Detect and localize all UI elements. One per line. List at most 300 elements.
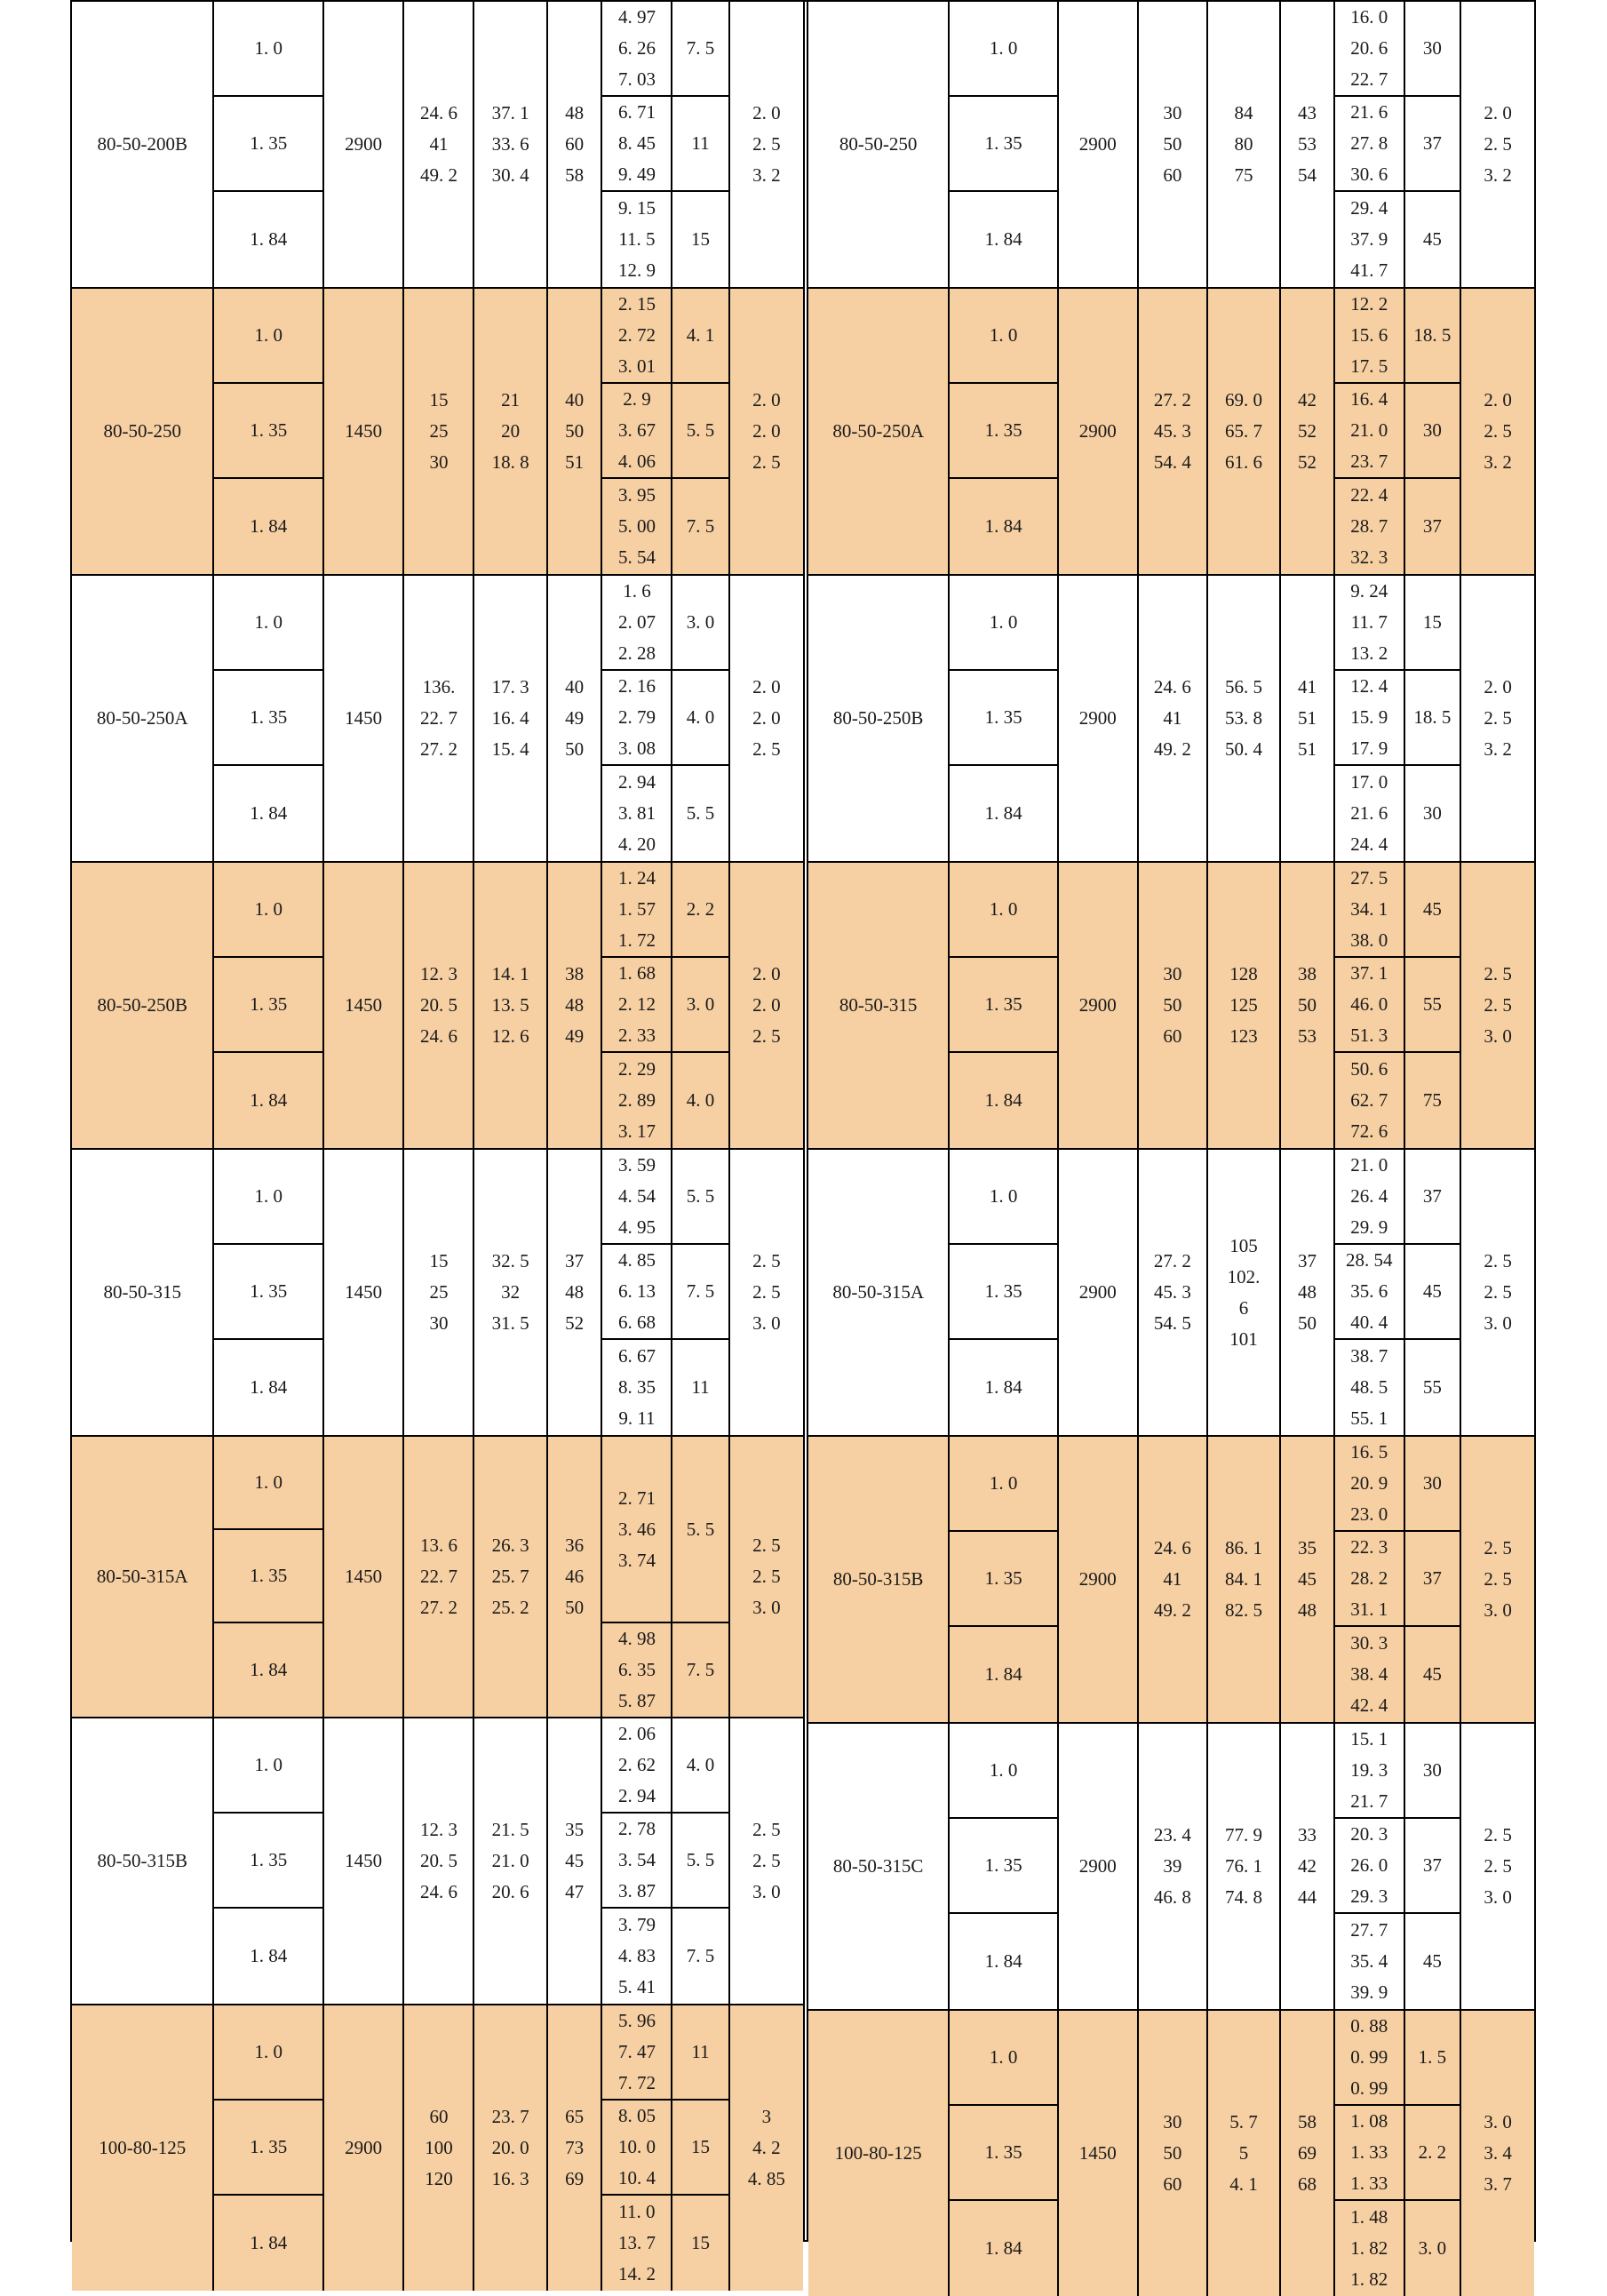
flow-cell xyxy=(1139,1437,1208,1722)
efficiency-value: 35 xyxy=(565,1819,585,1840)
motor-power-value: 1. 5 xyxy=(1418,2046,1447,2068)
shaft-power-cell xyxy=(1335,2,1404,97)
speed-value: 1450 xyxy=(1078,2142,1117,2164)
npsh-value: 3. 7 xyxy=(1484,2173,1512,2195)
flow-value: 13. 6 xyxy=(419,1535,457,1556)
npsh-value: 2. 5 xyxy=(752,133,781,155)
motor-power-cell xyxy=(672,384,729,479)
motor-power-cell xyxy=(1405,1819,1462,1914)
motor-power-value: 5. 5 xyxy=(686,419,715,441)
speed-value: 2900 xyxy=(1078,1568,1117,1590)
motor-power-value: 4. 0 xyxy=(686,1754,715,1775)
shaft-power-value: 19. 3 xyxy=(1350,1759,1388,1781)
npsh-value: 2. 5 xyxy=(752,1819,781,1840)
pump-row-block xyxy=(72,1718,803,2005)
model-number: 80-50-315 xyxy=(103,1281,181,1303)
head-value: 33. 6 xyxy=(491,133,529,155)
shaft-power-cell xyxy=(1335,289,1404,384)
ratio-cell xyxy=(214,1437,323,1530)
shaft-power-value: 8. 35 xyxy=(617,1376,656,1398)
flow-value: 49. 2 xyxy=(1153,1599,1191,1621)
motor-power-cell xyxy=(1405,1437,1462,1532)
speed-value: 2900 xyxy=(1078,133,1117,155)
head-value: 31. 5 xyxy=(491,1312,529,1334)
shaft-power-value: 30. 6 xyxy=(1350,163,1388,185)
efficiency-cell xyxy=(1281,1437,1335,1722)
ratio-value: 1. 84 xyxy=(984,1950,1022,1972)
ratio-value: 1. 0 xyxy=(989,611,1018,633)
speed-cell xyxy=(1059,1437,1139,1722)
ratio-value: 1. 0 xyxy=(254,1185,282,1207)
efficiency-value: 50 xyxy=(565,1597,585,1618)
npsh-value: 3 xyxy=(761,2106,772,2127)
ratio-cell xyxy=(950,1532,1059,1627)
motor-power-cell xyxy=(672,1053,729,1148)
ratio-cell xyxy=(214,1814,323,1909)
motor-power-cell xyxy=(1405,192,1462,287)
flow-value: 136. xyxy=(422,676,456,698)
flow-value: 15 xyxy=(429,389,449,411)
shaft-power-cell xyxy=(602,1340,672,1435)
motor-power-cell xyxy=(1405,1627,1462,1722)
pump-row-block xyxy=(72,2,803,289)
head-value: 21. 0 xyxy=(491,1850,529,1871)
ratio-cell xyxy=(214,97,323,192)
shaft-power-cell xyxy=(1335,671,1404,766)
ratio-cell xyxy=(214,384,323,479)
shaft-power-value: 8. 05 xyxy=(617,2105,656,2126)
npsh-cell xyxy=(730,1437,803,1717)
speed-cell xyxy=(1059,2,1139,287)
efficiency-cell xyxy=(548,576,603,861)
efficiency-cell xyxy=(1281,289,1335,574)
ratio-cell xyxy=(950,671,1059,766)
npsh-cell xyxy=(730,289,803,574)
shaft-power-value: 4. 06 xyxy=(617,450,656,472)
model-cell xyxy=(72,863,214,1148)
flow-value: 54. 4 xyxy=(1153,451,1191,473)
motor-power-cell xyxy=(1405,958,1462,1053)
efficiency-value: 48 xyxy=(565,102,585,124)
flow-value: 60 xyxy=(1163,164,1182,186)
shaft-power-value: 26. 0 xyxy=(1350,1854,1388,1876)
speed-cell xyxy=(324,289,405,574)
head-value: 84 xyxy=(1234,102,1253,124)
flow-value: 24. 6 xyxy=(1153,1537,1191,1559)
ratio-cell xyxy=(950,766,1059,861)
motor-power-value: 4. 0 xyxy=(686,1089,715,1111)
ratio-value: 1. 35 xyxy=(250,1280,288,1302)
efficiency-value: 58 xyxy=(1297,2111,1317,2133)
flow-value: 12. 3 xyxy=(419,963,457,985)
shaft-power-value: 1. 82 xyxy=(1350,2237,1388,2259)
flow-value: 12. 3 xyxy=(419,1819,457,1840)
table-right-half xyxy=(803,2,1534,2290)
shaft-power-value: 2. 12 xyxy=(617,993,656,1015)
ratio-cell xyxy=(214,2005,323,2101)
head-value: 17. 3 xyxy=(491,676,529,698)
model-number: 80-50-315C xyxy=(832,1855,924,1877)
motor-power-cell xyxy=(672,1718,729,1814)
head-value: 105 xyxy=(1229,1234,1258,1256)
shaft-power-value: 22. 4 xyxy=(1350,484,1388,506)
model-number: 80-50-250A xyxy=(96,707,188,729)
model-number: 80-50-315 xyxy=(839,994,918,1016)
shaft-power-cell xyxy=(602,1053,672,1148)
shaft-power-cell xyxy=(1335,576,1404,671)
npsh-cell xyxy=(1461,1150,1534,1435)
shaft-power-value: 28. 2 xyxy=(1350,1567,1388,1589)
shaft-power-value: 6. 26 xyxy=(617,37,656,59)
ratio-value: 1. 0 xyxy=(254,1471,282,1493)
efficiency-value: 35 xyxy=(1297,1537,1317,1559)
speed-cell xyxy=(324,1150,405,1435)
ratio-cell xyxy=(950,384,1059,479)
flow-cell xyxy=(1139,576,1208,861)
shaft-power-value: 10. 4 xyxy=(617,2167,656,2188)
shaft-power-value: 2. 28 xyxy=(617,642,656,664)
motor-power-cell xyxy=(672,863,729,958)
head-cell xyxy=(1208,1150,1281,1435)
model-number: 80-50-315B xyxy=(97,1850,187,1871)
model-cell xyxy=(72,1437,214,1717)
shaft-power-cell xyxy=(602,766,672,861)
head-cell xyxy=(1208,1437,1281,1722)
ratio-value: 1. 84 xyxy=(250,515,288,537)
shaft-power-value: 48. 5 xyxy=(1350,1376,1388,1398)
speed-cell xyxy=(324,576,405,861)
shaft-power-value: 4. 97 xyxy=(617,6,656,28)
shaft-power-value: 1. 08 xyxy=(1350,2110,1388,2132)
motor-power-value: 11 xyxy=(691,132,710,154)
head-value: 18. 8 xyxy=(491,451,529,473)
shaft-power-cell xyxy=(602,1245,672,1340)
shaft-power-value: 51. 3 xyxy=(1350,1024,1388,1046)
shaft-power-value: 2. 07 xyxy=(617,611,656,633)
shaft-power-value: 11. 7 xyxy=(1350,611,1388,633)
pump-row-block xyxy=(72,2005,803,2291)
motor-power-value: 55 xyxy=(1422,993,1442,1015)
efficiency-value: 45 xyxy=(1297,1568,1317,1590)
shaft-power-cell xyxy=(602,384,672,479)
ratio-value: 1. 35 xyxy=(984,1854,1022,1876)
shaft-power-value: 4. 85 xyxy=(617,1249,656,1271)
motor-power-cell xyxy=(1405,766,1462,861)
shaft-power-value: 26. 4 xyxy=(1350,1185,1388,1207)
npsh-value: 2. 0 xyxy=(752,420,781,442)
shaft-power-value: 21. 0 xyxy=(1350,419,1388,441)
head-value: 15. 4 xyxy=(491,738,529,760)
shaft-power-cell xyxy=(1335,1150,1404,1245)
shaft-power-cell xyxy=(1335,766,1404,861)
shaft-power-cell xyxy=(602,192,672,287)
efficiency-value: 38 xyxy=(565,963,585,985)
efficiency-value: 44 xyxy=(1297,1886,1317,1908)
head-cell xyxy=(1208,863,1281,1148)
speed-cell xyxy=(1059,576,1139,861)
ratio-cell xyxy=(950,192,1059,287)
shaft-power-value: 2. 06 xyxy=(617,1723,656,1744)
shaft-power-value: 0. 99 xyxy=(1350,2046,1388,2068)
npsh-value: 2. 5 xyxy=(752,451,781,473)
speed-value: 2900 xyxy=(345,133,383,155)
shaft-power-value: 37. 9 xyxy=(1350,228,1388,250)
motor-power-cell xyxy=(672,192,729,287)
flow-cell xyxy=(404,863,474,1148)
motor-power-value: 2. 2 xyxy=(1418,2141,1447,2163)
ratio-cell xyxy=(950,1437,1059,1532)
shaft-power-value: 24. 4 xyxy=(1350,833,1388,855)
motor-power-value: 5. 5 xyxy=(686,1518,715,1540)
shaft-power-cell xyxy=(1335,863,1404,958)
npsh-value: 4. 2 xyxy=(752,2137,781,2158)
efficiency-cell xyxy=(1281,1150,1335,1435)
npsh-value: 3. 0 xyxy=(1484,1599,1512,1621)
flow-cell xyxy=(1139,2011,1208,2296)
ratio-value: 1. 84 xyxy=(984,515,1022,537)
ratio-cell xyxy=(950,1724,1059,1819)
efficiency-value: 49 xyxy=(565,1025,585,1047)
flow-cell xyxy=(404,1718,474,2004)
head-value-fragment: 102. xyxy=(1227,1265,1261,1288)
ratio-cell xyxy=(950,289,1059,384)
ratio-value: 1. 0 xyxy=(989,1472,1018,1494)
ratio-cell xyxy=(950,958,1059,1053)
ratio-cell xyxy=(950,479,1059,574)
head-cell xyxy=(474,1437,547,1717)
model-cell xyxy=(72,1718,214,2004)
speed-cell xyxy=(1059,1150,1139,1435)
flow-cell xyxy=(404,289,474,574)
npsh-cell xyxy=(1461,1724,1534,2009)
head-value: 80 xyxy=(1234,133,1253,155)
shaft-power-value: 30. 3 xyxy=(1350,1632,1388,1654)
shaft-power-value: 62. 7 xyxy=(1350,1089,1388,1111)
pump-row-block xyxy=(72,1150,803,1437)
efficiency-value: 65 xyxy=(565,2106,585,2127)
ratio-cell xyxy=(950,2106,1059,2201)
pump-row-block xyxy=(72,289,803,576)
shaft-power-value: 9. 11 xyxy=(618,1407,656,1429)
head-value: 16. 4 xyxy=(491,707,529,729)
ratio-value: 1. 35 xyxy=(984,2141,1022,2163)
efficiency-value: 36 xyxy=(565,1535,585,1556)
shaft-power-value: 38. 0 xyxy=(1350,929,1388,951)
efficiency-value: 69 xyxy=(1297,2142,1317,2164)
head-value: 20 xyxy=(501,420,521,442)
ratio-value: 1. 84 xyxy=(250,228,288,250)
motor-power-value: 3. 0 xyxy=(686,993,715,1015)
efficiency-cell xyxy=(548,1437,603,1717)
ratio-value: 1. 35 xyxy=(984,1567,1022,1589)
ratio-cell xyxy=(214,1623,323,1717)
shaft-power-value: 28. 54 xyxy=(1346,1249,1393,1271)
npsh-cell xyxy=(1461,2,1534,287)
flow-value: 50 xyxy=(1163,133,1182,155)
shaft-power-value: 2. 71 xyxy=(617,1487,656,1509)
shaft-power-value: 3. 67 xyxy=(617,419,656,441)
model-cell xyxy=(72,1150,214,1435)
ratio-value: 1. 35 xyxy=(250,1565,288,1586)
speed-cell xyxy=(1059,863,1139,1148)
shaft-power-value: 17. 0 xyxy=(1350,771,1388,793)
pump-row-block xyxy=(72,1437,803,1718)
flow-cell xyxy=(1139,289,1208,574)
shaft-power-value: 1. 24 xyxy=(617,867,656,889)
flow-value: 39 xyxy=(1163,1855,1182,1877)
npsh-cell xyxy=(730,2005,803,2291)
head-value: 16. 3 xyxy=(491,2168,529,2189)
efficiency-value: 48 xyxy=(1297,1281,1317,1303)
npsh-value: 2. 5 xyxy=(1484,1855,1512,1877)
model-cell xyxy=(808,1724,950,2009)
head-value: 14. 1 xyxy=(491,963,529,985)
ratio-value: 1. 35 xyxy=(984,706,1022,728)
head-cell xyxy=(474,576,547,861)
shaft-power-value: 2. 94 xyxy=(617,771,656,793)
flow-value: 20. 5 xyxy=(419,1850,457,1871)
flow-value: 24. 6 xyxy=(1153,676,1191,698)
shaft-power-value: 7. 47 xyxy=(617,2041,656,2062)
efficiency-value: 51 xyxy=(1297,707,1317,729)
model-cell xyxy=(808,576,950,861)
shaft-power-value: 6. 68 xyxy=(617,1311,656,1333)
shaft-power-value: 12. 4 xyxy=(1350,675,1388,697)
speed-cell xyxy=(324,2005,405,2291)
efficiency-value: 52 xyxy=(1297,420,1317,442)
ratio-cell xyxy=(214,766,323,861)
shaft-power-value: 5. 00 xyxy=(617,515,656,537)
shaft-power-cell xyxy=(1335,1914,1404,2009)
flow-cell xyxy=(404,576,474,861)
motor-power-value: 7. 5 xyxy=(686,1945,715,1966)
shaft-power-value: 2. 72 xyxy=(617,324,656,346)
efficiency-cell xyxy=(1281,1724,1335,2009)
ratio-value: 1. 35 xyxy=(250,132,288,154)
speed-value: 2900 xyxy=(1078,994,1117,1016)
npsh-value: 2. 5 xyxy=(1484,963,1512,985)
model-number: 80-50-250B xyxy=(832,707,924,729)
motor-power-cell xyxy=(672,2,729,97)
efficiency-value: 37 xyxy=(1297,1250,1317,1272)
shaft-power-value: 41. 7 xyxy=(1350,259,1388,281)
model-number: 80-50-250 xyxy=(839,133,918,155)
head-cell xyxy=(1208,2011,1281,2296)
ratio-value: 1. 84 xyxy=(984,1663,1022,1685)
shaft-power-value: 2. 78 xyxy=(617,1818,656,1839)
npsh-value: 3. 4 xyxy=(1484,2142,1512,2164)
efficiency-value: 69 xyxy=(565,2168,585,2189)
motor-power-cell xyxy=(1405,1532,1462,1627)
shaft-power-value: 2. 15 xyxy=(617,293,656,315)
shaft-power-cell xyxy=(1335,2011,1404,2106)
motor-power-value: 18. 5 xyxy=(1413,706,1452,728)
shaft-power-value: 11. 0 xyxy=(618,2201,656,2222)
npsh-value: 3. 0 xyxy=(1484,1025,1512,1047)
shaft-power-value: 20. 6 xyxy=(1350,37,1388,59)
motor-power-value: 75 xyxy=(1422,1089,1442,1111)
model-cell xyxy=(808,1150,950,1435)
shaft-power-cell xyxy=(1335,384,1404,479)
flow-value: 46. 8 xyxy=(1153,1886,1191,1908)
ratio-cell xyxy=(214,863,323,958)
ratio-cell xyxy=(214,1909,323,2004)
shaft-power-value: 15. 6 xyxy=(1350,324,1388,346)
shaft-power-value: 27. 7 xyxy=(1350,1919,1388,1941)
model-cell xyxy=(808,1437,950,1722)
speed-cell xyxy=(324,1437,405,1717)
ratio-value: 1. 35 xyxy=(984,132,1022,154)
flow-value: 54. 5 xyxy=(1153,1312,1191,1334)
shaft-power-value: 4. 20 xyxy=(617,833,656,855)
speed-value: 1450 xyxy=(345,1850,383,1871)
npsh-value: 2. 0 xyxy=(752,707,781,729)
shaft-power-value: 32. 3 xyxy=(1350,546,1388,568)
speed-cell xyxy=(1059,289,1139,574)
shaft-power-value: 1. 82 xyxy=(1350,2268,1388,2290)
shaft-power-value: 1. 57 xyxy=(617,898,656,920)
npsh-value: 2. 0 xyxy=(1484,389,1512,411)
shaft-power-cell xyxy=(602,2196,672,2291)
head-value: 25. 2 xyxy=(491,1597,529,1618)
shaft-power-value: 29. 4 xyxy=(1350,197,1388,219)
model-number: 80-50-315A xyxy=(832,1281,924,1303)
ratio-value: 1. 35 xyxy=(250,419,288,441)
ratio-cell xyxy=(950,1627,1059,1722)
shaft-power-value: 42. 4 xyxy=(1350,1694,1388,1716)
head-cell xyxy=(474,2,547,287)
npsh-value: 2. 5 xyxy=(752,738,781,760)
ratio-cell xyxy=(214,576,323,671)
speed-value: 2900 xyxy=(1078,1855,1117,1877)
shaft-power-value: 37. 1 xyxy=(1350,962,1388,984)
shaft-power-value: 4. 83 xyxy=(617,1945,656,1966)
shaft-power-value: 10. 0 xyxy=(617,2136,656,2157)
head-value: 69. 0 xyxy=(1224,389,1262,411)
motor-power-value: 11 xyxy=(691,1376,710,1398)
efficiency-value: 50 xyxy=(565,420,585,442)
shaft-power-value: 17. 5 xyxy=(1350,355,1388,377)
shaft-power-cell xyxy=(1335,1437,1404,1532)
npsh-cell xyxy=(1461,2011,1534,2296)
efficiency-value: 38 xyxy=(1297,963,1317,985)
motor-power-value: 30 xyxy=(1422,1472,1442,1494)
model-cell xyxy=(72,2005,214,2291)
efficiency-value: 41 xyxy=(1297,676,1317,698)
shaft-power-cell xyxy=(1335,1532,1404,1627)
shaft-power-value: 14. 2 xyxy=(617,2263,656,2284)
shaft-power-value: 21. 6 xyxy=(1350,802,1388,824)
flow-value: 30 xyxy=(1163,2111,1182,2133)
flow-value: 50 xyxy=(1163,994,1182,1016)
shaft-power-value: 1. 33 xyxy=(1350,2141,1388,2163)
shaft-power-value: 3. 79 xyxy=(617,1914,656,1935)
npsh-value: 3. 0 xyxy=(752,1312,781,1334)
npsh-cell xyxy=(1461,863,1534,1148)
npsh-value: 2. 5 xyxy=(752,1535,781,1556)
ratio-cell xyxy=(214,1150,323,1245)
shaft-power-value: 15. 9 xyxy=(1350,706,1388,728)
shaft-power-cell xyxy=(602,1718,672,1814)
ratio-cell xyxy=(214,1245,323,1340)
ratio-value: 1. 0 xyxy=(254,898,282,920)
motor-power-cell xyxy=(1405,671,1462,766)
speed-value: 2900 xyxy=(1078,707,1117,729)
shaft-power-value: 2. 16 xyxy=(617,675,656,697)
speed-cell xyxy=(324,863,405,1148)
shaft-power-value: 3. 95 xyxy=(617,484,656,506)
shaft-power-value: 1. 33 xyxy=(1350,2172,1388,2194)
